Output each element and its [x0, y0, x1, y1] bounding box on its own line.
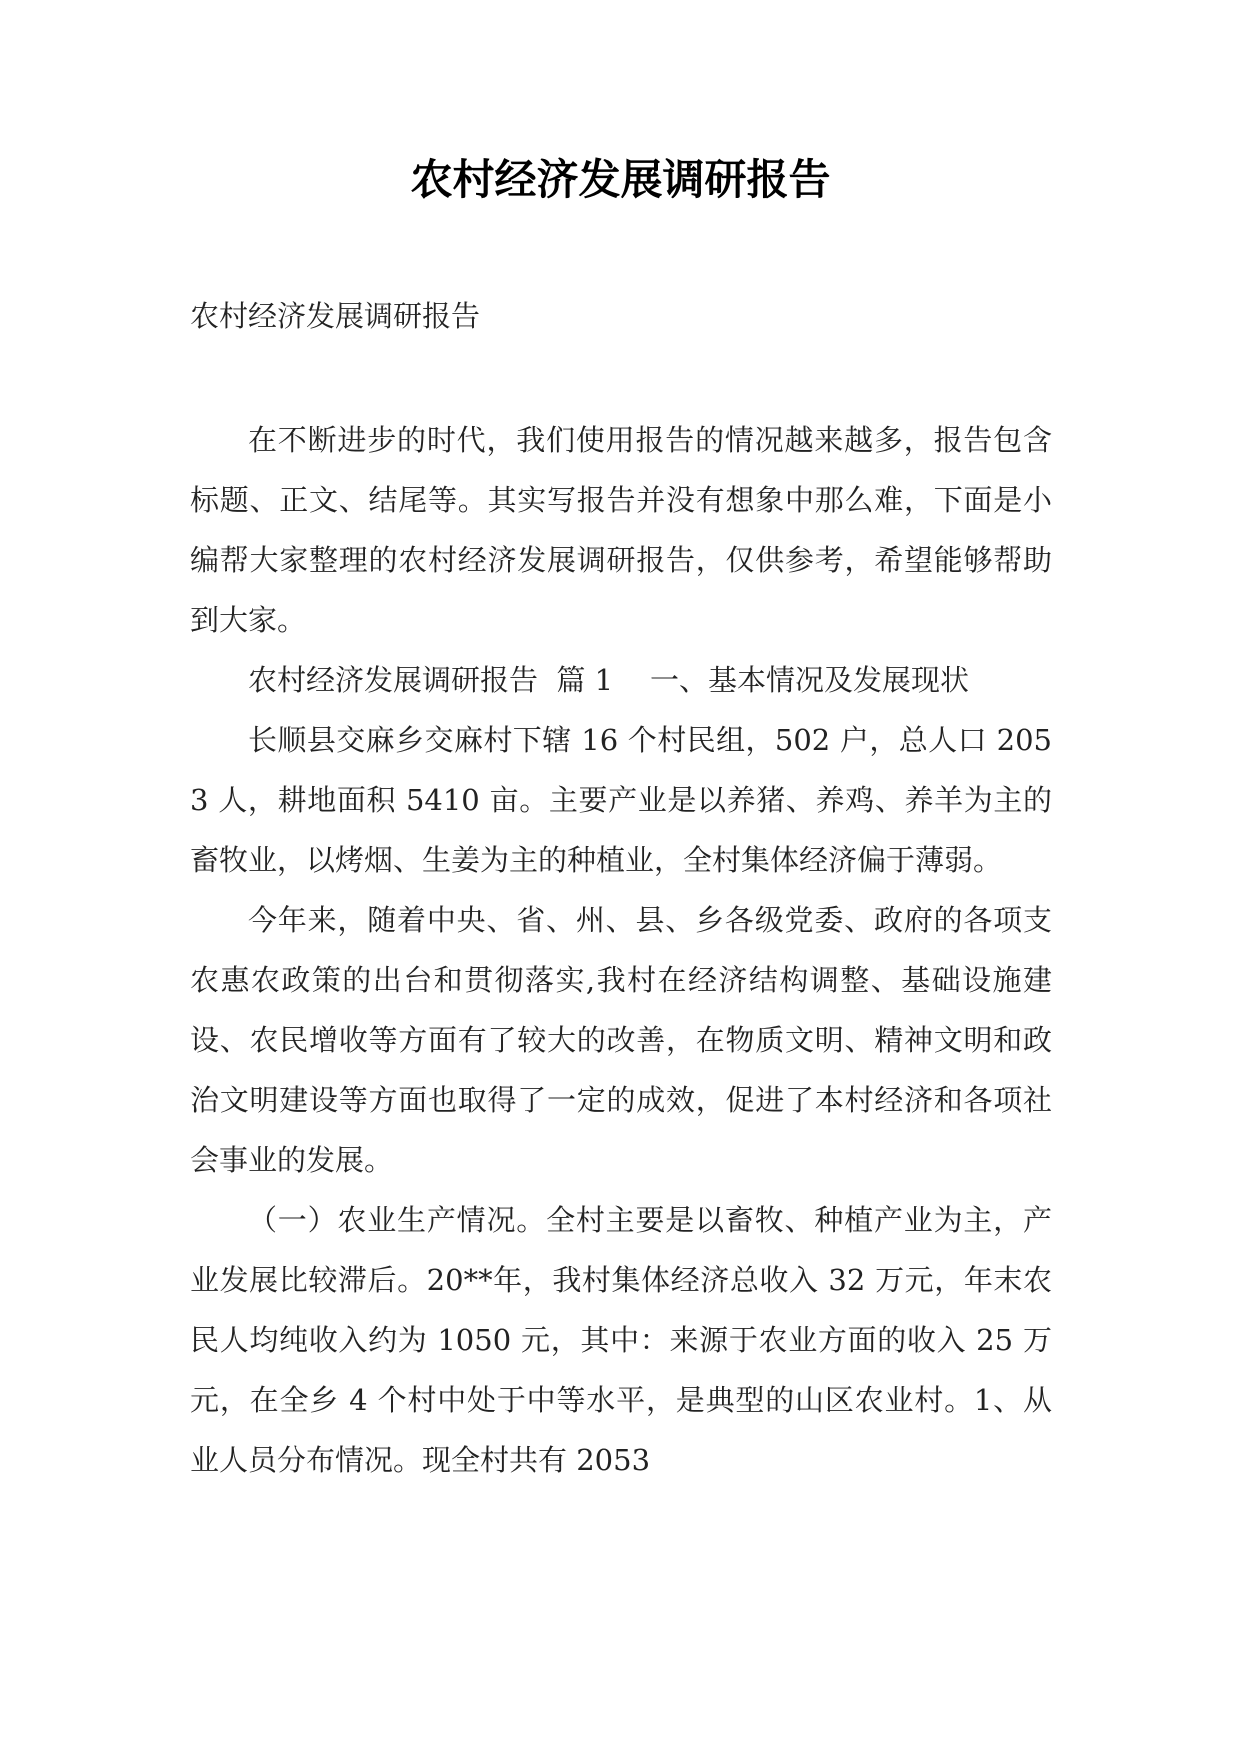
paragraph-section-heading: 农村经济发展调研报告 篇 1 一、基本情况及发展现状	[248, 663, 969, 697]
paragraph-basic-info: 长顺县交麻乡交麻村下辖 16 个村民组，502 户，总人口 2053 人，耕地面积 5410 亩。主要产业是以养猪、养鸡、养羊为主的畜牧业，以烤烟、生姜为主的种植业，全村集体经济偏于薄弱。	[190, 723, 1052, 877]
document-title: 农村经济发展调研报告	[410, 155, 831, 204]
paragraph-intro: 在不断进步的时代，我们使用报告的情况越来越多，报告包含标题、正文、结尾等。其实写报告并没有想象中那么难，下面是小编帮大家整理的农村经济发展调研报告，仅供参考，希望能够帮助到大家。	[190, 423, 1052, 637]
document-subtitle: 农村经济发展调研报告	[190, 299, 481, 333]
document-body	[190, 410, 1052, 1490]
paragraph-agriculture: （一）农业生产情况。全村主要是以畜牧、种植产业为主，产业发展比较滞后。20**年，我村集体经济总收入 32 万元，年末农民人均纯收入约为 1050 元，其中：来源于农业方面的收入 25 万元，在全乡 4 个村中处于中等水平，是典型的山区农业村。1、从业人员分布情况。现全村共有 2053	[190, 1203, 1052, 1477]
paragraph-development: 今年来，随着中央、省、州、县、乡各级党委、政府的各项支农惠农政策的出台和贯彻落实,我村在经济结构调整、基础设施建设、农民增收等方面有了较大的改善，在物质文明、精神文明和政治文明建设等方面也取得了一定的成效，促进了本村经济和各项社会事业的发展。	[190, 903, 1052, 1177]
